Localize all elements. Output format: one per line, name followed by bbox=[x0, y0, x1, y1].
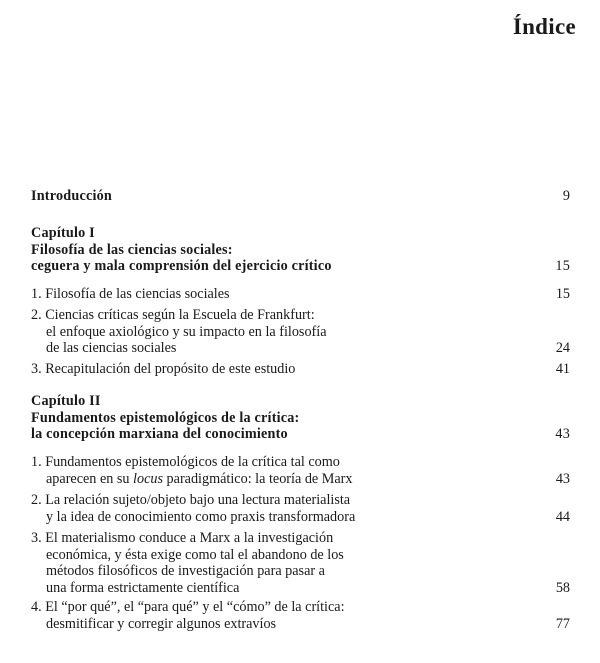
section-line: y la idea de conocimiento como praxis transformadora bbox=[46, 508, 356, 525]
chapter-label: Capítulo I bbox=[31, 225, 95, 241]
toc-section[interactable] bbox=[31, 361, 570, 378]
section-line: 2. Ciencias críticas según la Escuela de Frankfurt: bbox=[31, 307, 315, 323]
chapter-heading-2[interactable] bbox=[31, 393, 570, 443]
chapter-label: Capítulo II bbox=[31, 393, 101, 409]
section-line bbox=[31, 471, 570, 488]
section-line: 1. Fundamentos epistemológicos de la crítica tal como bbox=[31, 454, 340, 470]
chapter-title-line: ceguera y mala comprensión del ejercicio crítico bbox=[31, 258, 332, 274]
toc-section[interactable] bbox=[31, 492, 570, 525]
text-part: aparecen en su bbox=[46, 470, 134, 487]
page-number: 41 bbox=[555, 361, 570, 377]
entry-label: Introducción bbox=[31, 188, 112, 204]
toc-section[interactable] bbox=[31, 530, 570, 596]
chapter-title-line: Fundamentos epistemológicos de la crítica: bbox=[31, 409, 300, 426]
section-line: 3. El materialismo conduce a Marx a la investigación bbox=[31, 530, 334, 546]
section-line: métodos filosóficos de investigación para pasar a bbox=[46, 563, 325, 579]
section-line: económica, y ésta exige como tal el abandono de los bbox=[46, 546, 344, 563]
toc-entry-introduction[interactable] bbox=[31, 188, 570, 205]
page-number: 15 bbox=[555, 258, 570, 274]
section-line: desmitificar y corregir algunos extravíos bbox=[46, 615, 277, 632]
section-line: el enfoque axiológico y su impacto en la filosofía bbox=[46, 323, 327, 340]
section-line: 3. Recapitulación del propósito de este estudio bbox=[31, 361, 296, 377]
page-number: 43 bbox=[555, 426, 570, 442]
page-number: 77 bbox=[555, 615, 570, 632]
italic-term: locus bbox=[133, 470, 163, 487]
page-number: 58 bbox=[555, 579, 570, 596]
chapter-heading-1[interactable] bbox=[31, 225, 570, 275]
section-line: de las ciencias sociales bbox=[46, 340, 177, 356]
section-line: 2. La relación sujeto/objeto bajo una lectura materialista bbox=[31, 492, 351, 508]
text-part: paradigmático: la teoría de Marx bbox=[163, 470, 353, 487]
page-number: 24 bbox=[555, 340, 570, 356]
chapter-title-line: Filosofía de las ciencias sociales: bbox=[31, 241, 233, 258]
section-line: 1. Filosofía de las ciencias sociales bbox=[31, 286, 230, 302]
chapter-title-line: la concepción marxiana del conocimiento bbox=[31, 426, 288, 442]
page-number: 15 bbox=[555, 286, 570, 302]
page-number: 44 bbox=[555, 508, 570, 525]
section-line: una forma estrictamente científica bbox=[46, 579, 240, 596]
page-title: Índice bbox=[512, 14, 576, 39]
toc-section[interactable] bbox=[31, 307, 570, 357]
page-number: 9 bbox=[562, 188, 570, 204]
toc-section[interactable] bbox=[31, 599, 570, 632]
section-line: 4. El “por qué”, el “para qué” y el “cómo” de la crítica: bbox=[31, 599, 345, 615]
toc-section[interactable] bbox=[31, 286, 570, 303]
toc-section[interactable] bbox=[31, 454, 570, 487]
page-number: 43 bbox=[555, 470, 570, 487]
